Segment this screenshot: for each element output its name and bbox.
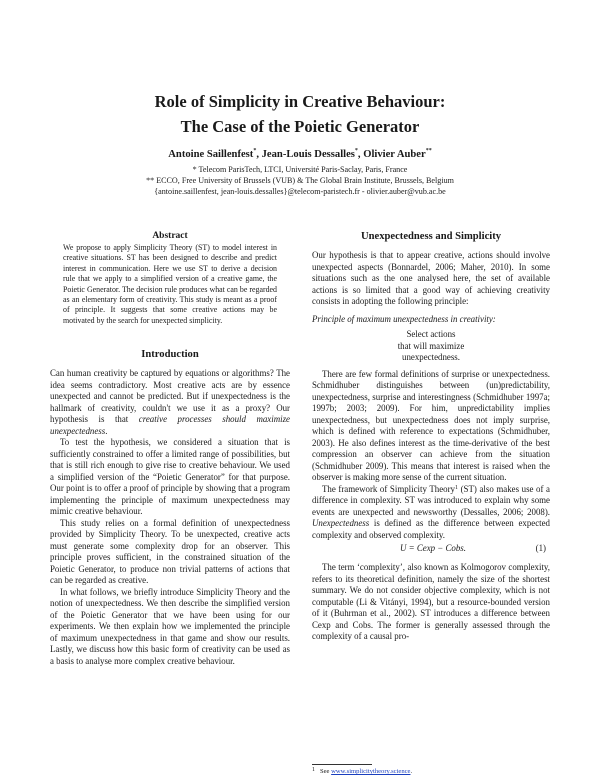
unexpectedness-heading: Unexpectedness and Simplicity: [360, 231, 502, 242]
introduction-heading: Introduction: [141, 349, 199, 360]
principle-label: Principle of maximum unexpectedness in creativity:: [312, 313, 496, 324]
author-emails: {antoine.saillenfest, jean-louis.dessalles}@telecom-paristech.fr - olivier.auber@vub.ac.be: [154, 187, 446, 196]
unexp-p3-text-b: (ST) also makes use of a difference in complexity. ST was introduced to explain why some events are unexpected and newsworthy (Dessalles, 2006; 2008).: [312, 483, 550, 517]
paper-title-line-1: Role of Simplicity in Creative Behaviour:: [154, 92, 446, 111]
equation-formula: U = Cexp − Cobs.: [400, 543, 466, 553]
intro-paragraph-1: [50, 368, 290, 437]
equation-number: (1): [535, 543, 546, 553]
intro-paragraph-3: This study relies on a formal definition of unexpectedness provided by Simplicity Theory. To be unexpected, creative acts must generate some complexity drop for an observer. This principle proves sufficient, in the constrained situation of the Poietic Generator, to produce non trivial patterns of actions that can be regarded as creative.: [50, 517, 290, 585]
footnote-link[interactable]: www.simplicitytheory.science: [331, 768, 411, 775]
introduction-body: [50, 368, 290, 667]
intro-p1-text: Can human creativity be captured by equations or algorithms? The idea seems contradictory. Most creative acts are by essence unexpected and cannot be predicted. But if unexpectedness is the hallmark of creativity, couldn't we use it as a proxy? Our hypothesis is that: [50, 368, 290, 424]
intro-paragraph-2: To test the hypothesis, we considered a situation that is sufficiently constrained to offer a limited range of possibilities, but that is still rich enough to give rise to creative behaviour. We used a simplified version of the “Poietic Generator” for that purpose. Our point is to offer a proof of principle by showing that a program implementing the principle of maximum unexpectedness may mimic creative behaviour.: [50, 437, 290, 516]
intro-p1-emphasis: creative processes should maximize unexpectedness: [50, 414, 290, 436]
equation-1: [312, 543, 550, 557]
quote-line-1: Select actions: [406, 329, 456, 339]
principle-quote: [312, 329, 550, 364]
unexp-p3-emphasis: Unexpectedness: [312, 518, 370, 528]
unexp-p3-text-a: The framework of Simplicity Theory: [322, 483, 455, 494]
authors: Antoine Saillenfest*, Jean-Louis Dessalles*, Olivier Auber**: [168, 148, 432, 160]
quote-line-2: that will maximize: [397, 340, 465, 351]
footnote-number: 1: [312, 767, 315, 773]
footnote-marker: 1: [454, 484, 458, 491]
abstract-heading: Abstract: [152, 231, 188, 241]
abstract-text: We propose to apply Simplicity Theory (ST) to model interest in creative situations. ST has been designed to describe and predict interest in communication. Here we use ST to derive a decision rule that we apply to a simplified version of a creative game, the Poietic Generator. The decision rule produces what can be regarded as an elementary form of creativity. This study is meant as a proof of principle. It suggests that some creative actions may be motivated by the search for unexpected simplicity.: [63, 243, 277, 325]
footnote-text: See: [319, 768, 332, 775]
paper-title-line-2: The Case of the Poietic Generator: [180, 117, 420, 136]
footnote-end: .: [410, 768, 413, 775]
footnote: [312, 768, 412, 775]
unexp-paragraph-4: The term ‘complexity’, also known as Kolmogorov complexity, refers to its theoretical definition, namely the size of the shortest summary. We do not consider objective complexity, which is not computable (Li & Vitányi, 1994), but a resource-bounded version of it (Buhrman et al., 2002). ST introduces a difference between Cexp and Cobs. The former is generally assessed through the complexity of a causal pro-: [312, 562, 550, 641]
quote-line-3: unexpectedness.: [402, 352, 460, 362]
unexp-p3-text-c: is defined as the difference between expected complexity and observed complexity.: [312, 518, 550, 540]
intro-p1-end: .: [105, 425, 108, 436]
affiliation-2: ** ECCO, Free University of Brussels (VUB) & The Global Brain Institute, Brussels, Belgium: [146, 176, 454, 185]
unexp-paragraph-3: [312, 484, 550, 542]
intro-paragraph-4: In what follows, we briefly introduce Simplicity Theory and the notion of unexpectedness. We then describe the simplified version of the Poietic Generator that we have been using for our experiments. We then explain how we implemented the principle of maximum unexpectedness in that game and show our results. Lastly, we discuss how this basic form of creativity can be used as a basis to analyse more complex creative behaviour.: [50, 586, 290, 666]
footnote-divider: [312, 764, 372, 765]
unexpectedness-body: [312, 250, 550, 643]
unexp-paragraph-1: Our hypothesis is that to appear creative, actions should involve unexpected aspects (Bonnardel, 2006; Maher, 2010). In some situations such as the one analysed here, the set of available actions is so limited that a good way of achieving creativity consists in adopting the following principle:: [312, 250, 550, 306]
unexp-paragraph-2: There are few formal definitions of surprise or unexpectedness. Schmidhuber distinguishes between (un)predictability, unexpectedness, surprise and interestingness (Schmidhuber 1997a; 1997b; 2003; 2009). For him, unpredictability implies unexpectedness, but unexpectedness does not imply surprise, which is defined with reference to expectations (Schmidhuber, 2003). He also defines interest as the time-derivative of the best compression an observer can achieve from the situation (Schmidhuber 2009). This means that interest is raised when the observer is making more sense of the current situation.: [312, 368, 550, 482]
affiliation-1: * Telecom ParisTech, LTCI, Université Paris-Saclay, Paris, France: [192, 165, 408, 174]
